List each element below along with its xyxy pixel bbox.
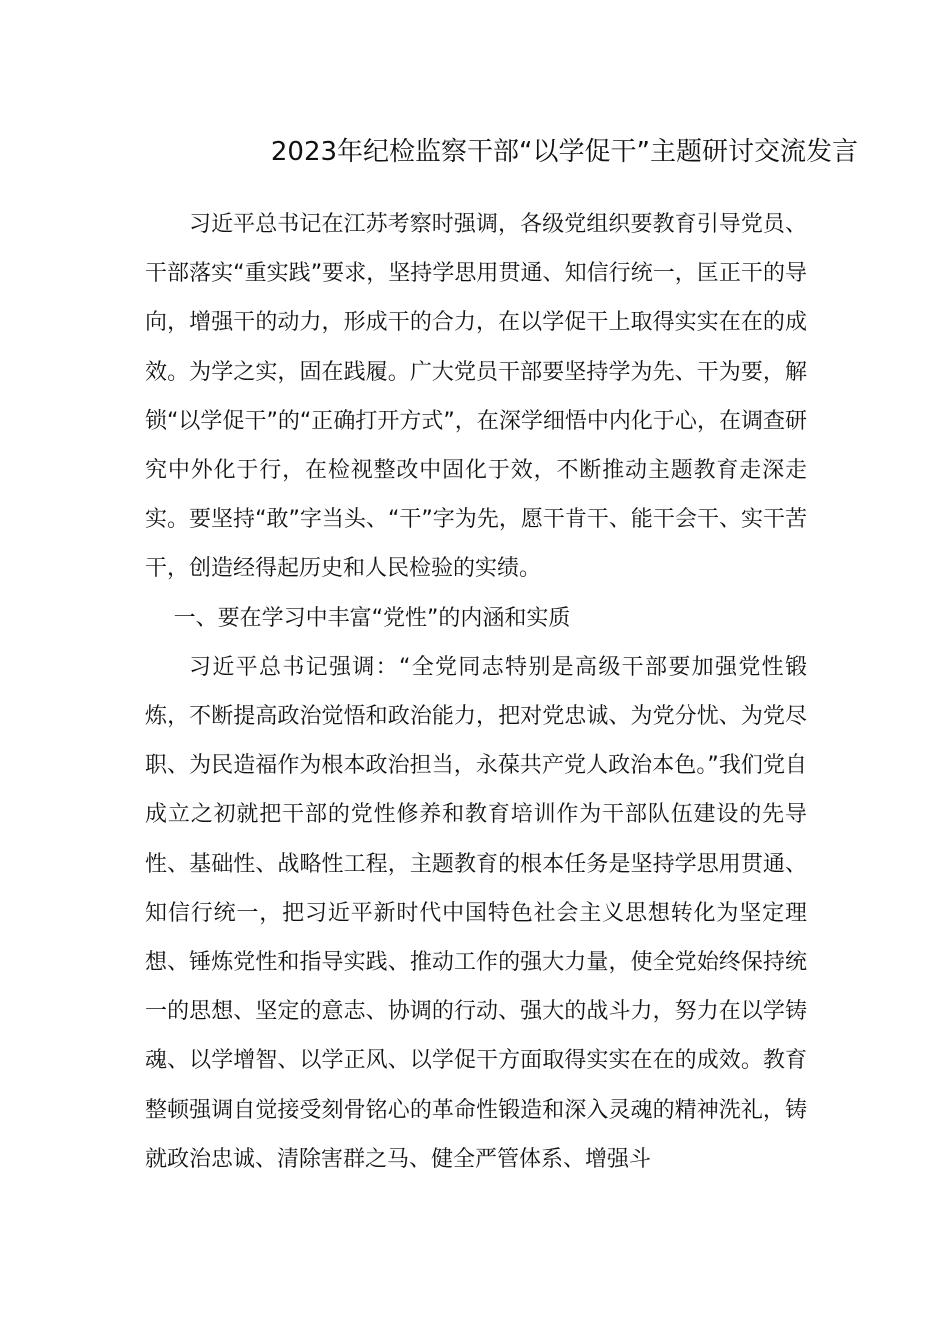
document-body [145, 200, 807, 1184]
document-title: 2023年纪检监察干部“以学促干”主题研讨交流发言 [270, 137, 858, 167]
intro-paragraph: 习近平总书记在江苏考察时强调，各级党组织要教育引导党员、干部落实“重实践”要求，坚持学思用贯通、知信行统一，匡正干的导向，增强干的动力，形成干的合力，在以学促干上取得实实在在的成效。为学之实，固在践履。广大党员干部要坚持学为先、干为要，解锁“以学促干”的“正确打开方式”，在深学细悟中内化于心，在调查研究中外化于行，在检视整改中固化于效，不断推动主题教育走深走实。要坚持“敢”字当头、“干”字为先，愿干肯干、能干会干、实干苦干，创造经得起历史和人民检验的实绩。 [145, 212, 807, 582]
section-heading: 一、要在学习中丰富“党性”的内涵和实质 [173, 605, 571, 631]
section-paragraph: 习近平总书记强调：“全党同志特别是高级干部要加强党性锻炼，不断提高政治觉悟和政治能力，把对党忠诚、为党分忧、为党尽职、为民造福作为根本政治担当，永葆共产党人政治本色。”我们党自成立之初就把干部的党性修养和教育培训作为干部队伍建设的先导性、基础性、战略性工程，主题教育的根本任务是坚持学思用贯通、知信行统一，把习近平新时代中国特色社会主义思想转化为坚定理想、锤炼党性和指导实践、推动工作的强大力量，使全党始终保持统一的思想、坚定的意志、协调的行动、强大的战斗力，努力在以学铸魂、以学增智、以学正风、以学促干方面取得实实在在的成效。教育整顿强调自觉接受刻骨铭心的革命性锻造和深入灵魂的精神洗礼，铸就政治忠诚、清除害群之马、健全严管体系、增强斗 [145, 654, 807, 1172]
